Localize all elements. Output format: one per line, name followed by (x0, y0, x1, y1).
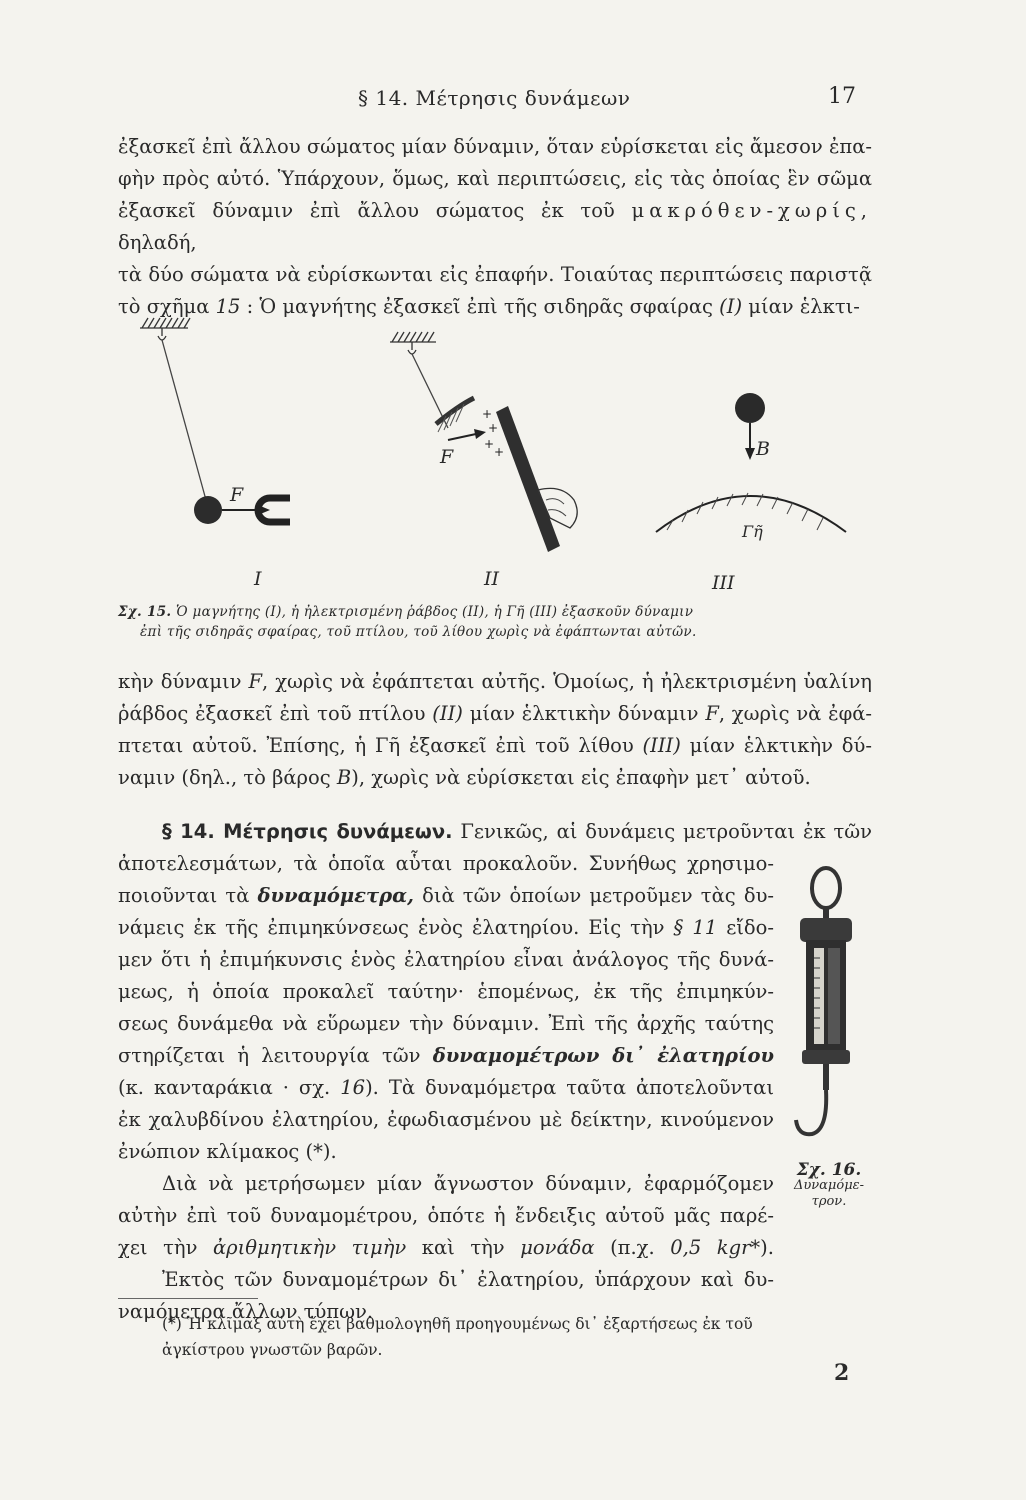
text-line: σεως δυνάμεθα νὰ εὕρωμεν τὴν δύναμιν. Ἐπὶ τῆς ἀρχῆς ταύτης (118, 1012, 774, 1035)
top-paragraph (118, 131, 872, 323)
text-line: μεν ὅτι ἡ ἐπιμήκυνσις ἑνὸς ἐλατηρίου εἶναι ἀνάλογος τῆς δυνά- (118, 948, 774, 971)
text-line: ἐνώπιον κλίμακος (*). (118, 1140, 337, 1163)
section-14-intro (118, 816, 872, 880)
label-part-III: III (712, 572, 735, 594)
feather (436, 398, 474, 424)
top-ring (812, 868, 840, 908)
section-14-body (118, 880, 774, 1328)
svg-text:+: + (494, 445, 505, 459)
text-line: (κ. κανταράκια · σχ. 16). Τὰ δυναμόμετρα ταῦτα ἀποτελοῦνται (118, 1076, 774, 1099)
text-line: ἀποτελεσμάτων, τὰ ὁποῖα αὗται προκαλοῦν. Συνήθως χρησιμο- (118, 852, 774, 875)
label-part-II: II (484, 568, 500, 590)
text-line: φὴν πρὸς αὐτό. Ὑπάρχουν, ὅμως, καὶ περιπτώσεις, εἰς τὰς ὁποίας ἓν σῶμα (118, 167, 872, 190)
label-F-1: F (230, 484, 244, 506)
glass-rod (496, 406, 560, 552)
text-line: § 14. Μέτρησις δυνάμεων. Γενικῶς, αἱ δυνάμεις μετροῦνται ἐκ τῶν (162, 820, 872, 843)
hook (796, 1090, 826, 1134)
text-line: τὰ δύο σώματα νὰ εὑρίσκωνται εἰς ἐπαφήν. Τοιαύτας περιπτώσεις παριστᾷ (118, 263, 872, 286)
text-line: πτεται αὐτοῦ. Ἐπίσης, ἡ Γῆ ἐξασκεῖ ἐπὶ τοῦ λίθου (III) μίαν ἑλκτικὴν δύ- (118, 734, 872, 757)
ceiling-hatch-1 (140, 318, 190, 328)
label-F-2: F (440, 446, 454, 468)
svg-text:+: + (484, 437, 495, 451)
text-line: ῥάβδος ἐξασκεῖ ἐπὶ τοῦ πτίλου (II) μίαν ἑλκτικὴν δύναμιν F, χωρὶς νὰ ἐφά- (118, 702, 872, 725)
figure-16-dynamometer (790, 862, 870, 1162)
force-arrow-2 (448, 434, 476, 440)
footnote: (*) Ἡ κλῖμαξ αὐτὴ ἔχει βαθμολογηθῆ προηγουμένως δι᾿ ἐξαρτήσεως ἐκ τοῦ ἀγκίστρου γνωστῶν βαρῶν. (162, 1315, 753, 1359)
footnote-rule (118, 1298, 258, 1299)
section-heading: § 14. Μέτρησις δυνάμεων. (162, 820, 453, 843)
svg-text:+: + (488, 421, 499, 435)
page-number: 17 (828, 84, 856, 109)
signature-mark: 2 (834, 1360, 850, 1386)
running-header: § 14. Μέτρησις δυνάμεων (358, 86, 631, 110)
text-line: αὐτὴν ἐπὶ τοῦ δυναμομέτρου, ὁπότε ἡ ἔνδειξις αὐτοῦ μᾶς παρέ- (118, 1204, 774, 1227)
text-line: ἐξασκεῖ δύναμιν ἐπὶ ἄλλου σώματος ἐκ τοῦ μακρόθεν-χωρίς, δηλαδή, (118, 199, 872, 254)
ceiling-hatch-2 (390, 332, 436, 342)
figure-15 (118, 300, 878, 604)
text-line: μεως, ἡ ὁποία προκαλεῖ ταύτην· ἑπομένως, ἐκ τῆς ἐπιμηκύν- (118, 980, 774, 1003)
text-line: κὴν δύναμιν F, χωρὶς νὰ ἐφάπτεται αὐτῆς. Ὁμοίως, ἡ ἠλεκτρισμένη ὑαλίνη (118, 670, 872, 693)
text-line: ποιοῦνται τὰ δυναμόμετρα, διὰ τῶν ὁποίων μετροῦμεν τὰς δυ- (118, 884, 775, 907)
text-line: Ἐκτὸς τῶν δυναμομέτρων δι᾿ ἐλατηρίου, ὑπάρχουν καὶ δυ- (162, 1268, 774, 1291)
text-line: Διὰ νὰ μετρήσωμεν μίαν ἄγνωστον δύναμιν, ἐφαρμόζομεν (162, 1172, 774, 1195)
text-line: στηρίζεται ἡ λειτουργία τῶν δυναμομέτρων δι᾿ ἐλατηρίου (118, 1044, 774, 1067)
stone (735, 393, 765, 423)
text-line: ἐξασκεῖ ἐπὶ ἄλλου σώματος μίαν δύναμιν, ὅταν εὑρίσκεται εἰς ἄμεσον ἐπα- (118, 135, 872, 158)
caption-number: Σχ. 15. (118, 604, 172, 620)
svg-text:+: + (482, 407, 493, 421)
figure-15-caption: Σχ. 15. Ὁ μαγνήτης (I), ἡ ἠλεκτρισμένη ῥάβδος (II), ἡ Γῆ (III) ἐξασκοῦν δύναμιν ἐπὶ τῆς σιδηρᾶς σφαίρας, τοῦ πτίλου, τοῦ λίθου χωρὶς νὰ ἐφάπτωνται αὐτῶν. (118, 604, 697, 640)
text-line: χει τὴν ἀριθμητικὴν τιμὴν καὶ τὴν μονάδα (π.χ. 0,5 kgr*). (118, 1236, 774, 1259)
label-part-I: I (254, 568, 262, 590)
label-earth: Γῆ (742, 522, 763, 541)
label-B: B (756, 438, 770, 460)
middle-paragraph (118, 666, 872, 794)
text-line: τὸ σχῆμα 15 : Ὁ μαγνήτης ἐξασκεῖ ἐπὶ τῆς σιδηρᾶς σφαίρας (I) μίαν ἑλκτι- (118, 295, 860, 318)
text-line: ναμόμετρα ἄλλων τύπων. (118, 1300, 374, 1323)
text-line: ἐκ χαλυβδίνου ἐλατηρίου, ἐφωδιασμένου μὲ δείκτην, κινούμενον (118, 1108, 774, 1131)
text-line: νάμεις ἐκ τῆς ἐπιμηκύνσεως ἑνὸς ἐλατηρίου. Εἰς τὴν § 11 εἴδο- (118, 916, 775, 939)
figure-16-caption: Σχ. 16. Δυναμόμε- τρον. (793, 1160, 865, 1209)
pendulum-string-1 (162, 340, 206, 500)
dynamometer-cap (800, 918, 852, 942)
iron-sphere (194, 496, 222, 524)
text-line: ναμιν (δηλ., τὸ βάρος B), χωρὶς νὰ εὑρίσκεται εἰς ἐπαφὴν μετ᾿ αὐτοῦ. (118, 766, 811, 789)
